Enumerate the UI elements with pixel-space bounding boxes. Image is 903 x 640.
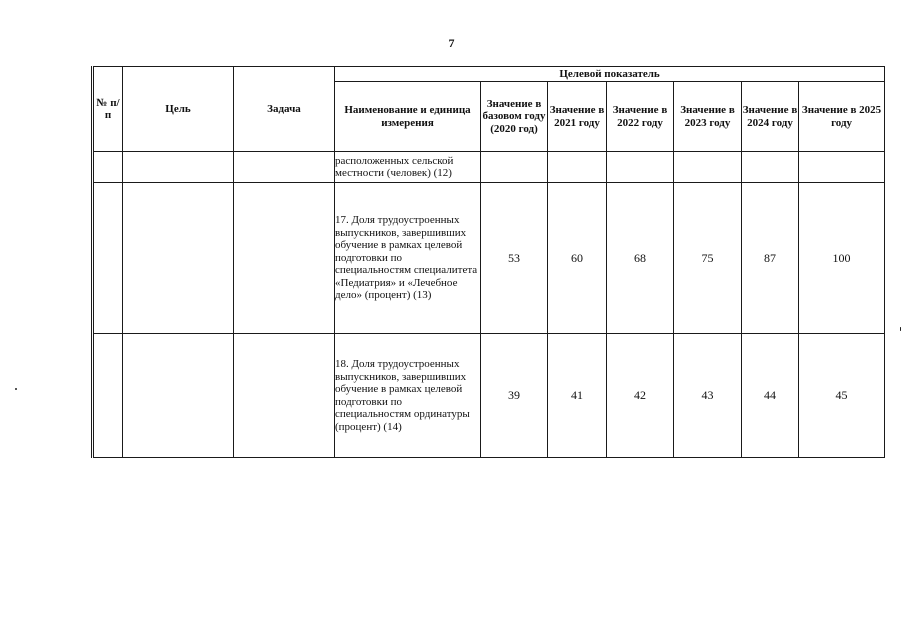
cell-value [607,152,674,183]
cell-value: 75 [674,183,742,334]
cell-value [799,152,885,183]
cell-goal [123,334,234,458]
cell-value [674,152,742,183]
cell-indicator-name: 17. Доля трудоустроенных выпускников, завершивших обучение в рамках целевой подготовки по специальностям специалитета «Педиатрия» и «Лечебное дело» (процент) (13) [335,183,481,334]
cell-value [742,152,799,183]
cell-value: 100 [799,183,885,334]
cell-task [234,152,335,183]
cell-value: 68 [607,183,674,334]
cell-number [93,152,123,183]
cell-task [234,183,335,334]
header-2023: Значение в 2023 году [674,82,742,152]
cell-value: 87 [742,183,799,334]
cell-value [548,152,607,183]
cell-value: 39 [481,334,548,458]
header-2022: Значение в 2022 году [607,82,674,152]
cell-indicator-name: 18. Доля трудоустроенных выпускников, завершивших обучение в рамках целевой подготовки по специальностям ординатуры (процент) (14) [335,334,481,458]
cell-goal [123,183,234,334]
cell-indicator-name: расположенных сельской местности (человек) (12) [335,152,481,183]
scan-speck [15,388,17,390]
header-2024: Значение в 2024 году [742,82,799,152]
cell-value: 44 [742,334,799,458]
table-row [93,152,885,183]
target-indicators-table [91,66,885,458]
scan-speck [900,327,901,331]
page-number: 7 [448,36,455,50]
header-2025: Значение в 2025 году [799,82,885,152]
header-number: № п/п [93,67,123,152]
cell-value: 45 [799,334,885,458]
cell-value: 43 [674,334,742,458]
header-2021: Значение в 2021 году [548,82,607,152]
header-goal: Цель [123,67,234,152]
header-base-year: Значение в базовом году (2020 год) [481,82,548,152]
table-row [93,183,885,334]
header-task: Задача [234,67,335,152]
cell-value [481,152,548,183]
cell-value: 60 [548,183,607,334]
cell-number [93,334,123,458]
cell-value: 53 [481,183,548,334]
cell-goal [123,152,234,183]
cell-value: 42 [607,334,674,458]
table-row [93,334,885,458]
cell-value: 41 [548,334,607,458]
cell-number [93,183,123,334]
cell-task [234,334,335,458]
header-target-indicator: Целевой показатель [335,67,885,82]
header-indicator-name: Наименование и единица измерения [335,82,481,152]
